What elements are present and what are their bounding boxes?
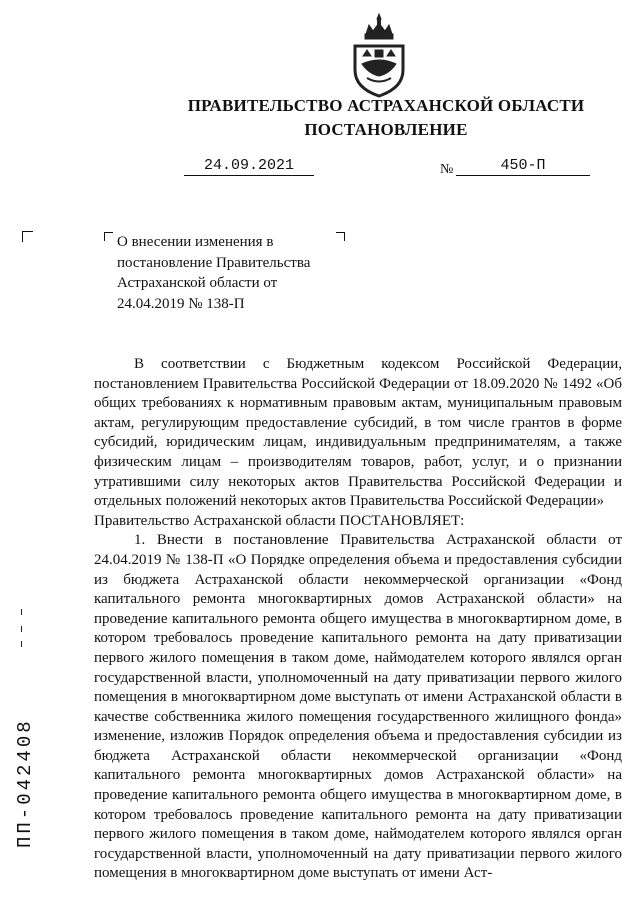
document-type-title: ПОСТАНОВЛЕНИЕ	[304, 120, 468, 139]
form-serial-number: ПП-042408	[14, 718, 36, 848]
subject-corner-left	[104, 232, 113, 241]
subject-title: О внесении изменения в постановление Правительства Астраханской области от 24.04.2019 № 138-П	[117, 234, 311, 312]
document-body	[94, 355, 622, 884]
margin-tick	[21, 609, 22, 615]
margin-tick	[21, 626, 22, 632]
resolution-line: Правительство Астраханской области ПОСТАНОВЛЯЕТ:	[94, 512, 465, 529]
margin-tick	[21, 641, 22, 647]
preamble-paragraph: В соответствии с Бюджетным кодексом Российской Федерации, постановлением Правительства Российской Федерации от 18.09.2020 № 1492 «Об общих требованиях к нормативным правовым актам, муниципальным правовым актам, регулирующим предоставление субсидий, в том числе грантов в форме субсидий, юридическим лицам, индивидуальным предпринимателям, а также физическим лицам – производителям товаров, работ, услуг, и о признании утратившими силу некоторых актов Правительства Российской Федерации и отдельных положений некоторых актов Правительства Российской Федерации»	[94, 356, 622, 510]
document-number: 450-П	[456, 157, 590, 176]
left-corner-mark	[22, 231, 33, 242]
coat-of-arms-icon	[349, 12, 409, 98]
government-title: ПРАВИТЕЛЬСТВО АСТРАХАНСКОЙ ОБЛАСТИ	[187, 96, 585, 115]
document-date: 24.09.2021	[184, 157, 314, 176]
number-sign: №	[440, 162, 454, 177]
clause-1-paragraph: 1. Внести в постановление Правительства Астраханской области от 24.04.2019 № 138-П «О Порядке определения объема и предоставления субсидии из бюджета Астраханской области некоммерческой организации «Фонд капитального ремонта многоквартирных домов Астраханской области» на проведение капитального ремонта общего имущества в многоквартирном доме, в котором требовалось проведение капитального ремонта на дату приватизации первого жилого помещения в таком доме, наймодателем которого являлся орган государственной власти, уполномоченный на дату приватизации первого жилого помещения в многоквартирном доме выступать от имени Астраханской области в качестве собственника жилого помещения государственного жилищного фонда» изменение, изложив Порядок определения объема и предоставления субсидии из бюджета Астраханской области некоммерческой организации «Фонд капитального ремонта многоквартирных домов Астраханской области» на проведение капитального ремонта общего имущества в многоквартирном доме, в котором требовалось проведение капитального ремонта на дату приватизации первого жилого помещения в таком доме, наймодателем которого являлся орган государственной власти, уполномоченный на дату приватизации первого жилого помещения в многоквартирном доме выступать от имени Аст-	[94, 532, 622, 882]
